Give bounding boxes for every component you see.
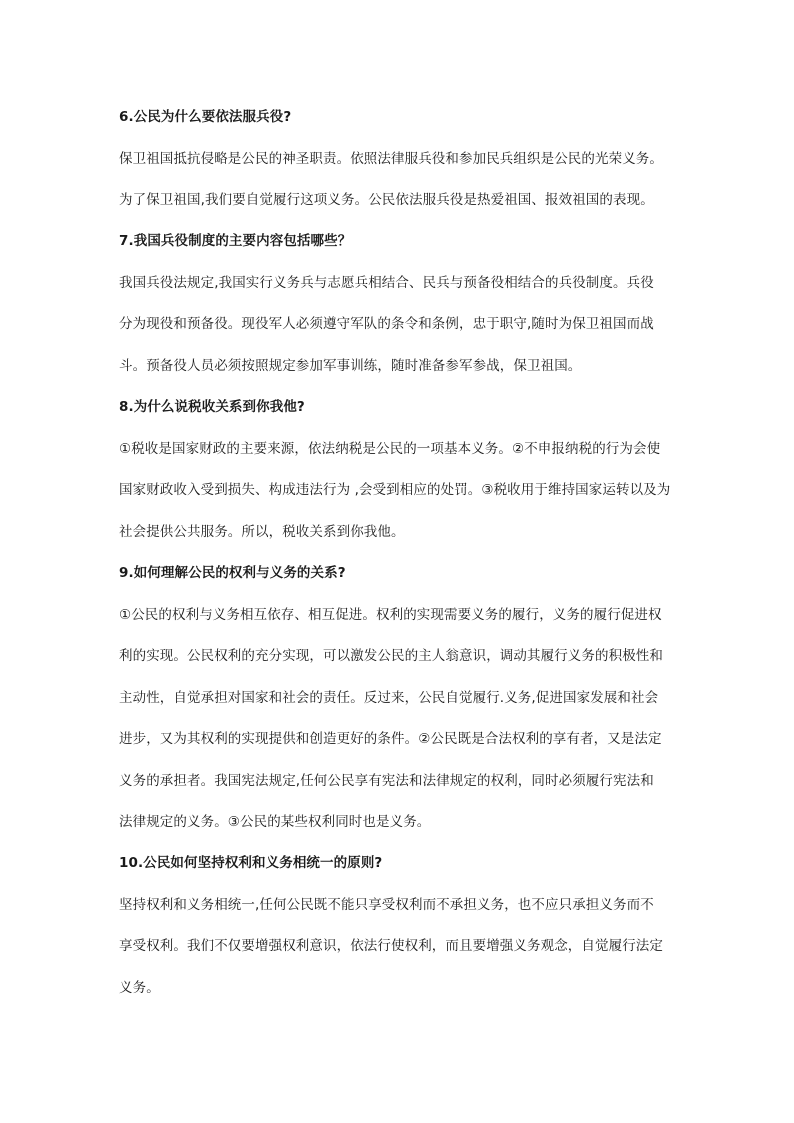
text-line: 保卫祖国抵抗侵略是公民的神圣职责。依照法律服兵役和参加民兵组织是公民的光荣义务。 bbox=[119, 151, 663, 167]
heading-q6: 6.公民为什么要依法服兵役? bbox=[119, 109, 292, 125]
text-line: 坚持权利和义务相统一,任何公民既不能只享受权利而不承担义务，也不应只承担义务而不 bbox=[119, 897, 654, 913]
text-line: 我国兵役法规定,我国实行义务兵与志愿兵相结合、民兵与预备役相结合的兵役制度。兵役 bbox=[119, 275, 654, 291]
text-line: 社会提供公共服务。所以，税收关系到你我他。 bbox=[119, 524, 405, 540]
text-line: ①税收是国家财政的主要来源，依法纳税是公民的一项基本义务。②不申报纳税的行为会使 bbox=[119, 441, 661, 457]
heading-q9: 9.如何理解公民的权利与义务的关系? bbox=[119, 565, 346, 581]
text-line: 享受权利。我们不仅要增强权利意识，依法行使权利，而且要增强义务观念，自觉履行法定 bbox=[119, 938, 663, 954]
heading-q8: 8.为什么说税收关系到你我他? bbox=[119, 399, 305, 415]
text-line: 义务。 bbox=[119, 980, 160, 996]
text-line: 国家财政收入受到损失、构成违法行为 ,会受到相应的处罚。③税收用于维持国家运转以及为 bbox=[119, 482, 671, 498]
text-line: 进步，又为其权利的实现提供和创造更好的条件。②公民既是合法权利的享有者，又是法定 bbox=[119, 731, 662, 747]
text-line: ①公民的权利与义务相互依存、相互促进。权利的实现需要义务的履行，义务的履行促进权 bbox=[119, 607, 662, 623]
text-line: 主动性，自觉承担对国家和社会的责任。反过来，公民自觉履行.义务,促进国家发展和社会 bbox=[119, 690, 659, 706]
text-line: 为了保卫祖国,我们要自觉履行这项义务。公民依法服兵役是热爱祖国、报效祖国的表现。 bbox=[119, 192, 654, 208]
heading-q10: 10.公民如何坚持权利和义务相统一的原则? bbox=[119, 855, 383, 871]
text-line: 分为现役和预备役。现役军人必须遵守军队的条令和条例，忠于职守,随时为保卫祖国而战 bbox=[119, 316, 654, 332]
text-line: 利的实现。公民权利的充分实现，可以激发公民的主人翁意识，调动其履行义务的积极性和 bbox=[119, 648, 663, 664]
text-line: 法律规定的义务。③公民的某些权利同时也是义务。 bbox=[119, 814, 431, 830]
text-line: 义务的承担者。我国宪法规定,任何公民享有宪法和法律规定的权利，同时必须履行宪法和 bbox=[119, 773, 654, 789]
heading-q7: 7.我国兵役制度的主要内容包括哪些？ bbox=[119, 233, 352, 249]
text-line: 斗。预备役人员必须按照规定参加军事训练，随时准备参军参战，保卫祖国。 bbox=[119, 358, 582, 374]
